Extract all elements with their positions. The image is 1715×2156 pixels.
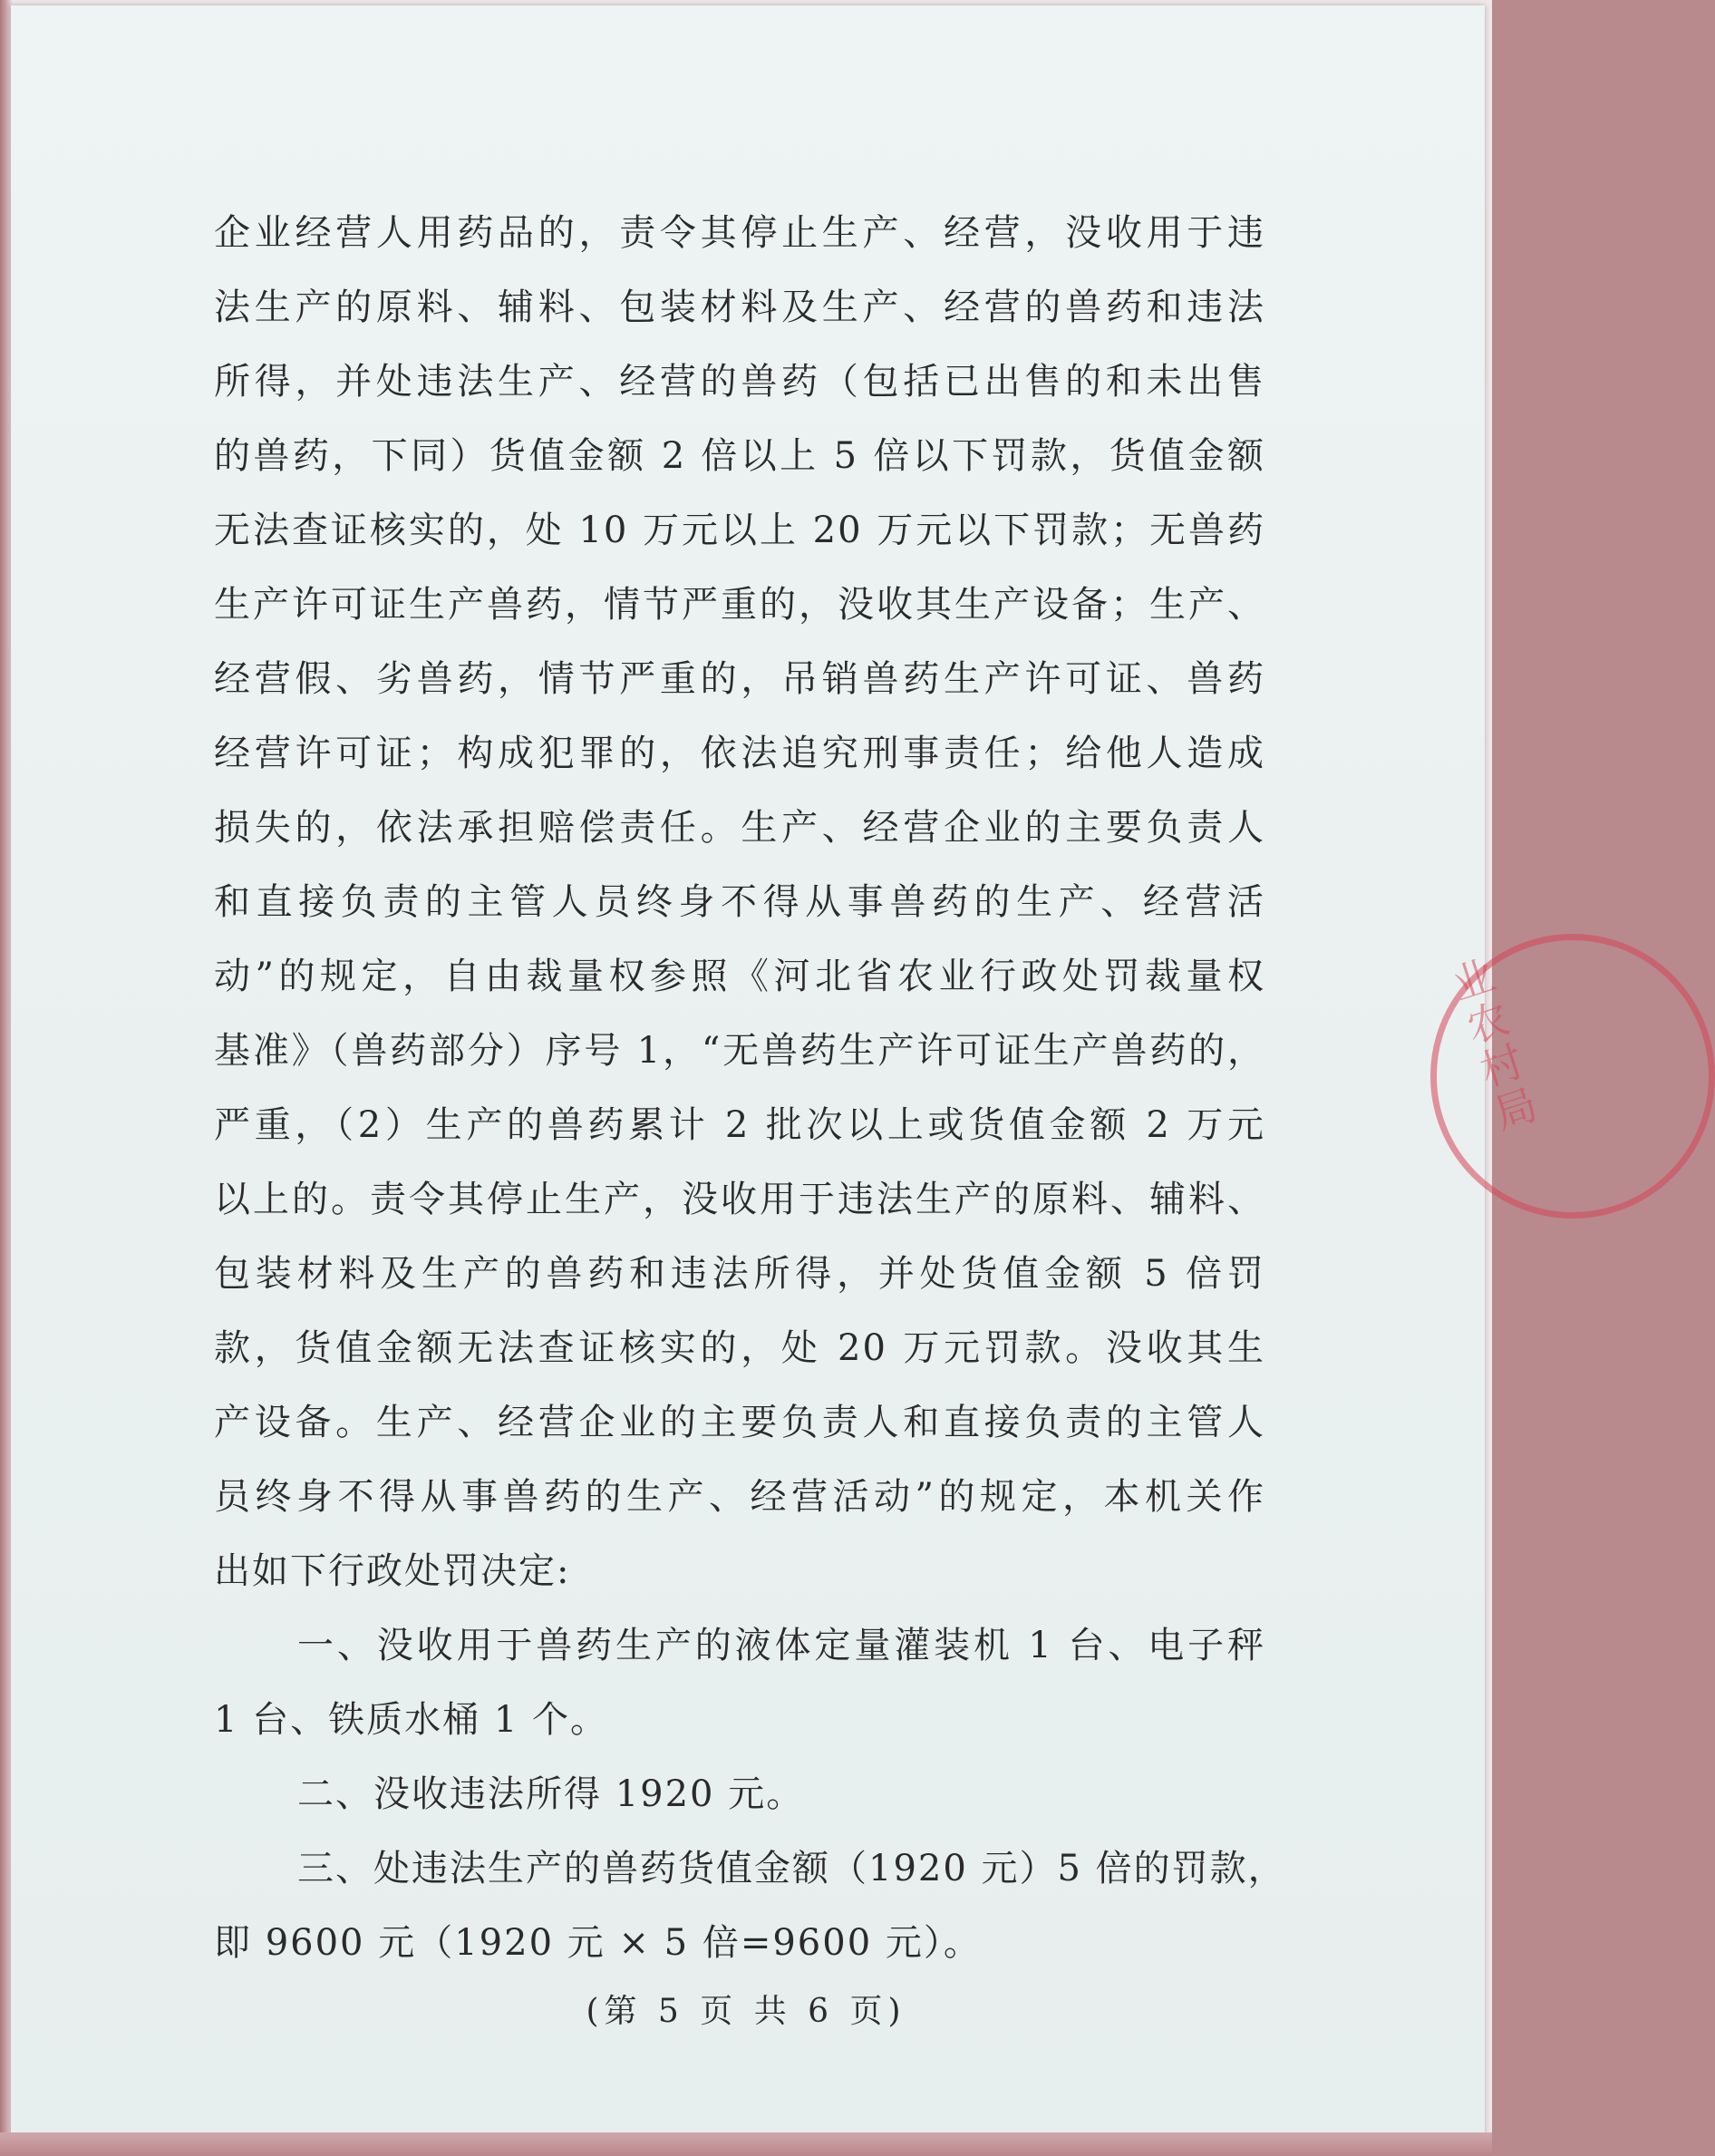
body-line: 员终身不得从事兽药的生产、经营活动”的规定，本机关作 — [214, 1476, 1265, 1518]
penalty-item-1-continued: 1 台、铁质水桶 1 个。 — [214, 1699, 609, 1741]
body-line: 和直接负责的主管人员终身不得从事兽药的生产、经营活 — [214, 881, 1265, 923]
penalty-item-1: 一、没收用于兽药生产的液体定量灌装机 1 台、电子秤 — [297, 1625, 1265, 1666]
body-line: 基准》（兽药部分）序号 1，“无兽药生产许可证生产兽药的， — [214, 1030, 1265, 1072]
seal-text: 业农村局 — [1440, 952, 1544, 1140]
body-line: 的兽药，下同）货值金额 2 倍以上 5 倍以下罚款，货值金额 — [214, 435, 1265, 477]
penalty-item-2: 二、没收违法所得 1920 元。 — [297, 1773, 805, 1815]
body-line: 严重，（2）生产的兽药累计 2 批次以上或货值金额 2 万元 — [214, 1104, 1265, 1146]
body-line: 款，货值金额无法查证核实的，处 20 万元罚款。没收其生 — [214, 1327, 1265, 1369]
body-line: 经营许可证；构成犯罪的，依法追究刑事责任；给他人造成 — [214, 733, 1265, 774]
penalty-item-3-continued: 即 9600 元（1920 元 × 5 倍=9600 元）。 — [214, 1922, 982, 1964]
document-body — [214, 196, 1286, 1980]
body-line: 包装材料及生产的兽药和违法所得，并处货值金额 5 倍罚 — [214, 1253, 1265, 1295]
body-line: 产设备。生产、经营企业的主要负责人和直接负责的主管人 — [214, 1402, 1265, 1443]
body-line: 生产许可证生产兽药，情节严重的，没收其生产设备；生产、 — [214, 584, 1265, 626]
page-number-footer: (第 5 页 共 6 页) — [586, 1993, 906, 2030]
body-line: 出如下行政处罚决定: — [214, 1550, 571, 1592]
body-line: 企业经营人用药品的，责令其停止生产、经营，没收用于违 — [214, 212, 1265, 254]
body-line: 动”的规定，自由裁量权参照《河北省农业行政处罚裁量权 — [214, 956, 1265, 997]
cover-bottom-edge — [0, 2132, 1492, 2156]
body-line: 法生产的原料、辅料、包装材料及生产、经营的兽药和违法 — [214, 286, 1265, 328]
body-line: 损失的，依法承担赔偿责任。生产、经营企业的主要负责人 — [214, 807, 1265, 849]
penalty-item-3: 三、处违法生产的兽药货值金额（1920 元）5 倍的罚款， — [297, 1848, 1286, 1889]
body-line: 所得，并处违法生产、经营的兽药（包括已出售的和未出售 — [214, 361, 1265, 403]
body-line: 无法查证核实的，处 10 万元以上 20 万元以下罚款；无兽药 — [214, 510, 1265, 551]
body-line: 经营假、劣兽药，情节严重的，吊销兽药生产许可证、兽药 — [214, 658, 1265, 700]
body-line: 以上的。责令其停止生产，没收用于违法生产的原料、辅料、 — [214, 1179, 1265, 1220]
